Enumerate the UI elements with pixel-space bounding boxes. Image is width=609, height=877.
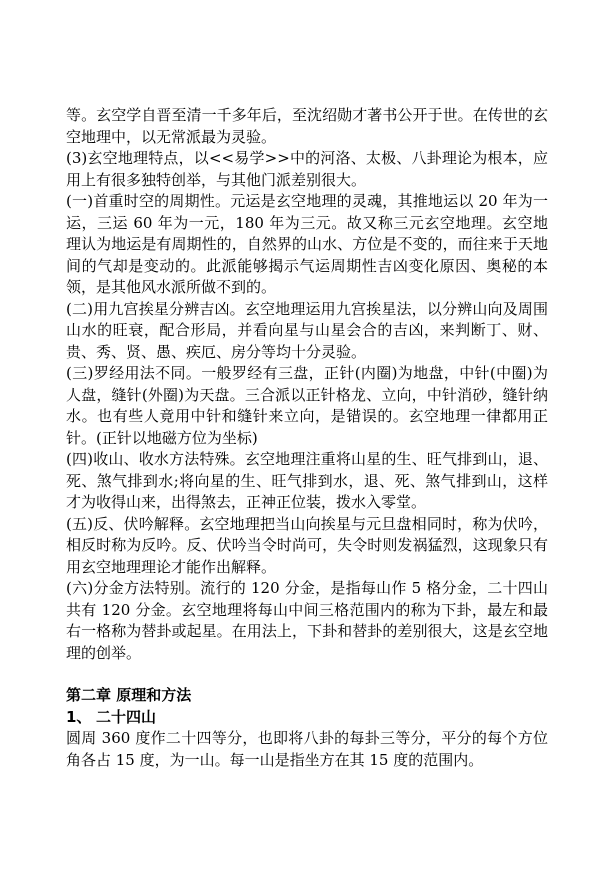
section-spacer [66, 664, 548, 685]
paragraph-feature-3: (三)罗经用法不同。一般罗经有三盘，正针(内圈)为地盘，中针(中圈)为人盘，缝针(外圈)为天盘。三合派以正针格龙、立向，中针消砂，缝针纳水。也有些人竟用中针和缝针来立向，是错误的。玄空地理一律都用正针。(正针以地磁方位为坐标) [66, 364, 548, 447]
paragraph-intro-continuation: 等。玄空学自晋至清一千多年后，至沈绍勋才著书公开于世。在传世的玄空地理中，以无常派最为灵验。 [66, 106, 548, 146]
paragraph-feature-2: (二)用九宫挨星分辨吉凶。玄空地理运用九宫挨星法，以分辨山向及周围山水的旺衰，配合形局，并看向星与山星会合的吉凶，来判断丁、财、贵、秀、贤、愚、疾厄、房分等均十分灵验。 [66, 299, 548, 361]
paragraph-feature-6: (六)分金方法特别。流行的 120 分金，是指每山作 5 格分金，二十四山共有 120 分金。玄空地理将每山中间三格范围内的称为下卦，最左和最右一格称为替卦或起星。在用法上，下卦和替卦的差别很大，这是玄空地理的创举。 [66, 579, 548, 662]
section-title: 二十四山 [96, 707, 157, 726]
section-heading [66, 707, 548, 729]
paragraph-feature-4: (四)收山、收水方法特殊。玄空地理注重将山星的生、旺气排到山，退、死、煞气排到水;将向星的生、旺气排到水，退、死、煞气排到山，这样才为收得山来，出得煞去，正神正位装，拨水入零堂。 [66, 450, 548, 511]
paragraph-feature-summary: (3)玄空地理特点，以<<易学>>中的河洛、太极、八卦理论为根本，应用上有很多独特创举，与其他门派差别很大。 [66, 149, 548, 189]
paragraph-feature-5: (五)反、伏吟解释。玄空地理把当山向挨星与元旦盘相同时，称为伏吟，相反时称为反吟。反、伏吟当令时尚可，失令时则发祸猛烈，这现象只有用玄空地理理论才能作出解释。 [66, 514, 548, 576]
section-paragraph: 圆周 360 度作二十四等分，也即将八卦的每卦三等分，平分的每个方位角各占 15 度，为一山。每一山是指坐方在其 15 度的范围内。 [66, 729, 548, 769]
section-number: 1、 [66, 707, 92, 726]
chapter-heading: 第二章 原理和方法 [66, 686, 192, 704]
paragraph-feature-1: (一)首重时空的周期性。元运是玄空地理的灵魂，其推地运以 20 年为一运，三运 60 年为一元，180 年为三元。故又称三元玄空地理。玄空地理认为地运是有周期性的，自然界的山水、方位是不变的，而往来于天地间的气却是变动的。此派能够揭示气运周期性吉凶变化原因、奥秘的本领，是其他风水派所做不到的。 [66, 192, 548, 296]
page-content [66, 105, 548, 771]
